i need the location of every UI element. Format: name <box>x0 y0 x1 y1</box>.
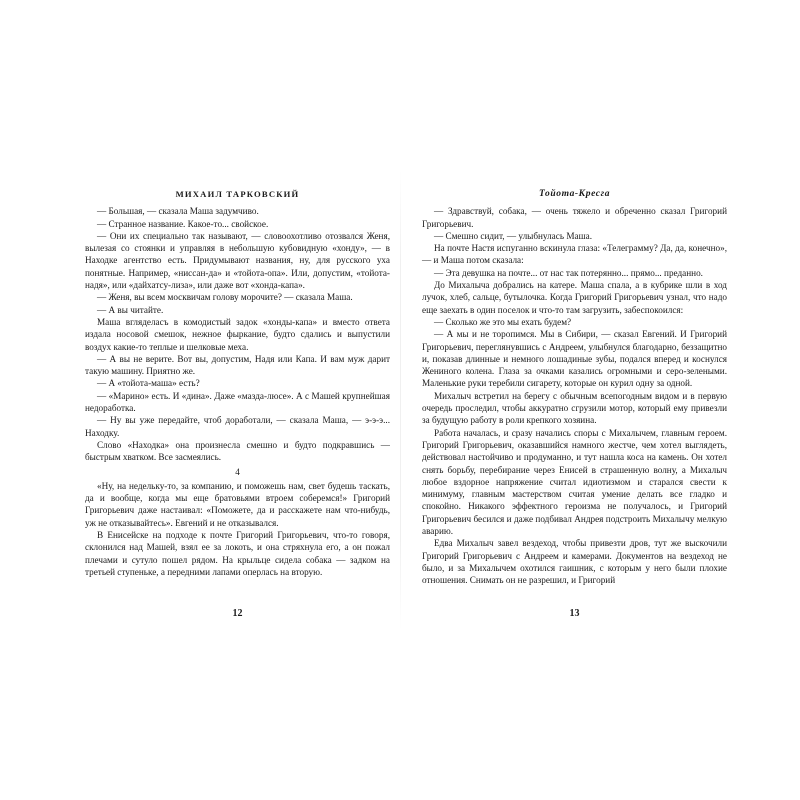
paragraph: Михалыч встретил на берегу с обычным всепогодным видом и в первую очередь проследил, чтобы аккуратно сгрузили мотор, который ему привезли за будущую работу в роли крепкого хозяина. <box>422 390 727 426</box>
paragraph: Слово «Находка» она произнесла смешно и будто подкравшись — быстрым хватком. Все засмеялись. <box>85 439 390 463</box>
paragraph: Работа началась, и сразу начались споры с Михалычем, главным героем. Григорий Григорьевич, оказавшийся намного жестче, чем хотел выглядеть, действовал настойчиво и продуманно, и тут нашла коса на камень. Он хотел снять борьбу, перебирание через Енисей в страшенную волну, а Михалыч любое вздорное напряжение считал идиотизмом и старался свести к минимуму, главным мастерством считая умение делать все гладко и спокойно. Никакого эффектного героизма не получалось, и Григорий Григорьевич бесился и даже подбивал Андрея подстроить Михалычу мелкую аварию. <box>422 427 727 537</box>
paragraph: — Здравствуй, собака, — очень тяжело и обреченно сказал Григорий Григорьевич. <box>422 206 727 229</box>
paragraph: — «Марино» есть. И «дина». Даже «мазда-люсе». А с Машей крупнейшая недоработка. <box>85 390 390 414</box>
paragraph: — Странное название. Какое-то... свойское. <box>97 218 269 229</box>
paragraph: В Енисейске на подходе к почте Григорий Григорьевич, что-то говоря, склонился над Машей, взял ее за локоть, и она стряхнула его, а он пожал плечами и сутуло пошел рядом. На крыльце сидела собака — задком на третьей ступеньке, а передними лапами оперлась на вторую. <box>85 530 390 577</box>
paragraph: — Ну вы уже передайте, чтоб доработали, — сказала Маша, — э-э-э... Находку. <box>85 415 390 438</box>
paragraph: — А мы и не торопимся. Мы в Сибири, — сказал Евгений. И Григорий Григорьевич, переглянувшись с Андреем, улыбнулся благодарно, беззащитно и, показав длинные и немного лошадиные зубы, подался вперед и коснулся Жениного колена. Глаза за очками казались огромными и серо-зелеными. Маленькие руки теребили сигарету, которые он курил одну за одной. <box>422 329 727 389</box>
section-number: 4 <box>235 466 240 477</box>
right-page <box>422 188 727 587</box>
paragraph: — Большая, — сказала Маша задумчиво. <box>97 206 259 217</box>
paragraph: — Эта девушка на почте... от нас так потерянно... прямо... преданно. <box>434 267 703 278</box>
right-page-number: 13 <box>569 608 580 619</box>
gutter <box>400 170 401 630</box>
paragraph: — Они их специально так называют, — словоохотливо отозвался Женя, вылезая со стоянки и управляя в небольшую кубовидную «хонду», — в Находке агентство есть. Придумывают названия, ну, для русского уха понятные. Например, «ниссан-да» и «тойота-опа». Или, допустим, «тойота-надя», или «дайхатсу-лиза», или даже вот «хонда-капа». <box>85 230 390 291</box>
paragraph: — Смешно сидит, — улыбнулась Маша. <box>434 230 593 241</box>
paragraph: До Михалыча добрались на катере. Маша спала, а в кубрике шли в ход лучок, хлеб, сальце, бутылочка. Когда Григорий Григорьевич узнал, что надо еще заехать в один поселок и что-то там загрузить, забеспокоился: <box>422 280 727 315</box>
paragraph: Маша вгляделасъ в комодистый задок «хонды-капа» и вместо ответа издала носовой смешок, нежное фыркание, будто сдались и выпустили воздух какие-то теплые и шелковые меха. <box>85 316 390 352</box>
paragraph: Едва Михалыч завел вездеход, чтобы привезти дров, тут же выскочили Григорий Григорьевич с Андреем и камерами. Документов на вездеход не было, и за Михалычем охотился гаишник, с которым у него были плохие отношения. Снимать он не разрешил, и Григорий <box>422 538 727 586</box>
paragraph: На почте Настя испуганно вскинула глаза: «Телеграмму? Да, да, конечно», — и Маша потом сказала: <box>422 243 727 266</box>
paragraph: — Сколько же это мы ехать будем? <box>434 316 572 327</box>
right-running-head: Тойота-Кресга <box>538 189 611 199</box>
left-page-number: 12 <box>232 608 243 619</box>
left-running-head: МИХАИЛ ТАРКОВСКИЙ <box>175 189 300 199</box>
paragraph: — А вы не верите. Вот вы, допустим, Надя или Капа. И вам муж дарит такую машину. Приятно же. <box>85 353 390 377</box>
paragraph: — А вы читайте. <box>97 304 164 315</box>
paragraph: — А «тойота-маша» есть? <box>97 378 200 389</box>
paragraph: «Ну, на недельку-то, за компанию, и поможешь нам, свет будешь таскать, да и вообще, когда мы еще братовьями втроем соберемся!» Григорий Григорьевич даже настаивал: «Поможете, да и расскажете нам что-нибудь, уж не отказывайтесь». Евгений и не отказывался. <box>85 480 390 528</box>
left-page <box>85 188 390 578</box>
paragraph: — Женя, вы всем москвичам голову морочите? — сказала Маша. <box>97 292 353 303</box>
